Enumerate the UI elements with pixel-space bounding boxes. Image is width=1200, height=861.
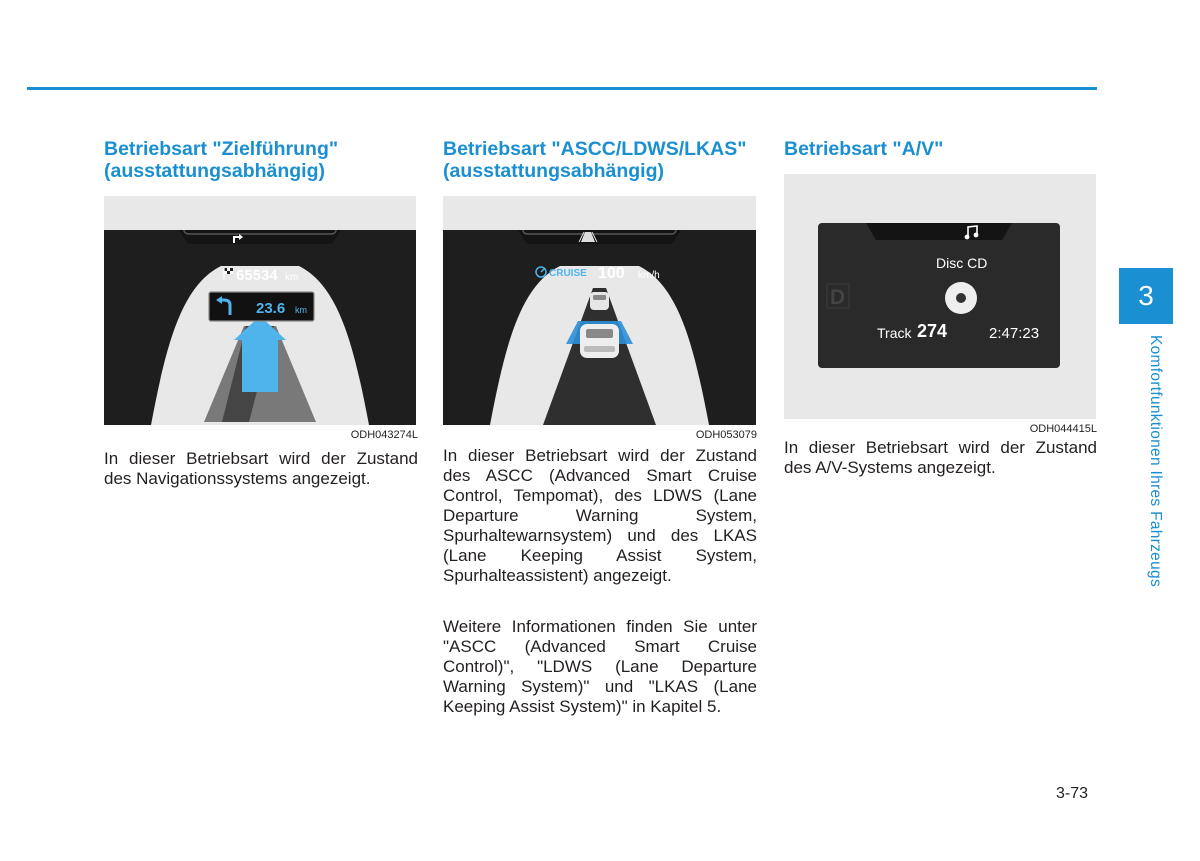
section-heading — [443, 138, 757, 182]
paragraph: In dieser Betriebsart wird der Zustand des ASCC (Advanced Smart Cruise Control, Tempomat), des LDWS (Lane Departure Warning System, Spurhaltewarnsystem) und des LKAS (Lane Keeping Assist System, Spurhalteassistent) angezeigt. — [443, 446, 757, 585]
figure-code: ODH053079 — [695, 429, 757, 441]
odometer-unit: km — [285, 272, 299, 283]
paragraph: In dieser Betriebsart wird der Zustand des Navigationssystems angezeigt. — [104, 449, 418, 488]
section-av — [784, 138, 1097, 478]
speed-unit: km/h — [638, 270, 660, 281]
gear-indicator: D — [830, 286, 846, 309]
figure-code: ODH044415L — [1029, 423, 1097, 435]
heading-line: Betriebsart "ASCC/LDWS/LKAS" — [443, 138, 747, 160]
disc-icon — [945, 282, 977, 314]
distance-value: 23.6 — [256, 300, 286, 317]
heading-line: (ausstattungsabhängig) — [443, 160, 665, 182]
chapter-title: Komfortfunktionen Ihres Fahrzeugs — [1147, 335, 1164, 587]
paragraph: Weitere Informationen finden Sie unter "ASCC (Advanced Smart Cruise Control)", "LDWS (Lane Departure Warning System)" und "LKAS (Lane Keeping Assist System)" in Kapitel 5. — [443, 617, 757, 716]
top-rule — [27, 87, 1097, 90]
set-speed: 100 — [598, 265, 625, 282]
section-navigation — [104, 138, 418, 489]
audio-source: Disc CD — [936, 255, 988, 271]
av-figure — [784, 174, 1096, 419]
section-heading — [784, 138, 1097, 160]
track-label: Track — [877, 325, 912, 341]
heading-line: (ausstattungsabhängig) — [104, 160, 326, 182]
play-time: 2:47:23 — [989, 325, 1040, 342]
own-car-icon — [580, 324, 619, 358]
flag-icon — [224, 268, 233, 279]
paragraph: In dieser Betriebsart wird der Zustand des A/V-Systems angezeigt. — [784, 438, 1097, 477]
distance-unit: km — [295, 305, 307, 315]
heading-line: Betriebsart "Zielführung" — [104, 138, 339, 160]
figure-code: ODH043274L — [350, 429, 418, 441]
display-frame — [818, 223, 1060, 368]
page-number: 3-73 — [1056, 785, 1089, 802]
chapter-number-tab: 3 — [1119, 268, 1173, 324]
lead-car-icon — [590, 292, 609, 310]
heading-line: Betriebsart "A/V" — [784, 138, 944, 160]
navigation-figure — [104, 196, 416, 425]
section-ascc-ldws-lkas — [443, 138, 757, 717]
section-heading — [104, 138, 418, 182]
track-number: 274 — [917, 321, 948, 341]
ascc-figure — [443, 196, 756, 425]
odometer-value: 65534 — [236, 267, 278, 284]
cruise-label: CRUISE — [549, 268, 587, 279]
